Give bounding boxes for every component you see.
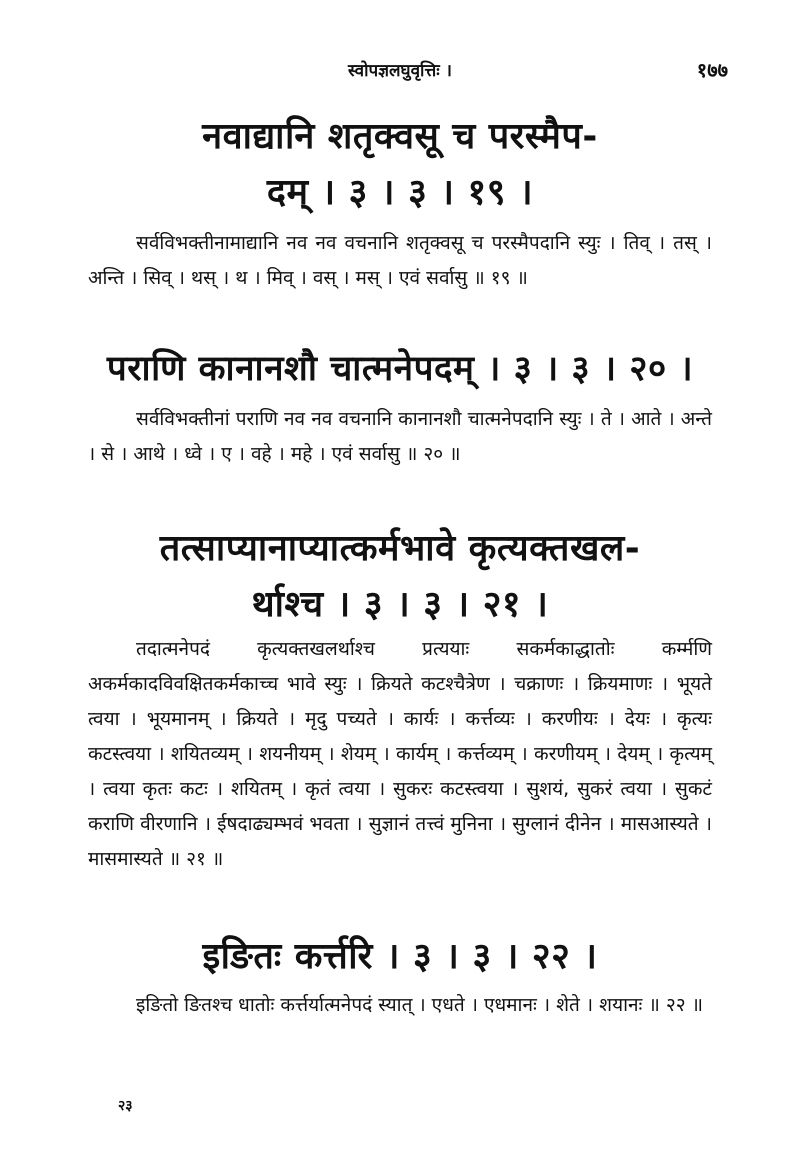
sutra-21-line-2: र्थाश्च । ३ । ३ । २१ ।: [251, 584, 549, 625]
sutra-19-line-2: दम् । ३ । ३ । १९ ।: [266, 172, 534, 213]
commentary-20-text: सर्वविभक्तीनां पराणि नव नव वचनानि कानानशौ चात्मनेपदानि स्युः । ते । आते । अन्ते । से । आथे । ध्वे । ए । वहे । महे । एवं सर्वासु ॥ २० ॥: [88, 408, 712, 465]
commentary-19: [88, 226, 712, 336]
commentary-22: [88, 988, 712, 1062]
commentary-20: [88, 402, 712, 512]
sutra-20: पराणि कानानशौ चात्मनेपदम् । ३ । ३ । २० ।: [106, 349, 694, 389]
commentary-19-text: सर्वविभक्तीनामाद्यानि नव नव वचनानि शतृक्वसू च परस्मैपदानि स्युः । तिव् । तस् । अन्ति । सिव् । थस् । थ । मिव् । वस् । मस् । एवं सर्वासु ॥ १९ ॥: [88, 232, 712, 289]
commentary-21: [88, 632, 712, 922]
signature-mark: २३: [118, 1098, 133, 1114]
running-header-title: स्वोपज्ञलघुवृत्तिः ।: [348, 61, 452, 81]
commentary-21-text: तदात्मनेपदं कृत्यक्तखलर्थाश्च प्रत्ययाः सकर्मकाद्धातोः कर्म्मणि अकर्मकादविवक्षितकर्मकाच्च भावे स्युः । क्रियते कटश्चैत्रेण । चक्राणः । क्रियमाणः । भूयते त्वया । भूयमानम् । क्रियते । मृदु पच्यते । कार्यः । कर्त्तव्यः । करणीयः । देयः । कृत्यः कटस्त्वया । शयितव्यम् । शयनीयम् । शेयम् । कार्यम् । कर्त्तव्यम् । करणीयम् । देयम् । कृत्यम् । त्वया कृतः कटः । शयितम् । कृतं त्वया । सुकरः कटस्त्वया । सुशयं, सुकरं त्वया । सुकटं कराणि वीरणानि । ईषदाढ्यम्भवं भवता । सुज्ञानं तत्त्वं मुनिना । सुग्लानं दीनेन । मासआस्यते । मासमास्यते ॥ २१ ॥: [88, 638, 712, 870]
sutra-21-line-1: तत्साप्यानाप्यात्कर्मभावे कृत्यक्तखल-: [159, 528, 641, 569]
sutra-19-line-1: नवाद्यानि शतृक्वसू च परस्मैप-: [202, 116, 598, 157]
sutra-22: इङितः कर्त्तरि । ३ । ३ । २२ ।: [202, 936, 598, 977]
commentary-22-text: इङितो ङितश्च धातोः कर्त्तर्यात्मनेपदं स्यात् । एधते । एधमानः । शेते । शयानः ॥ २२ ॥: [136, 994, 704, 1016]
page-number: १७७: [696, 58, 728, 82]
